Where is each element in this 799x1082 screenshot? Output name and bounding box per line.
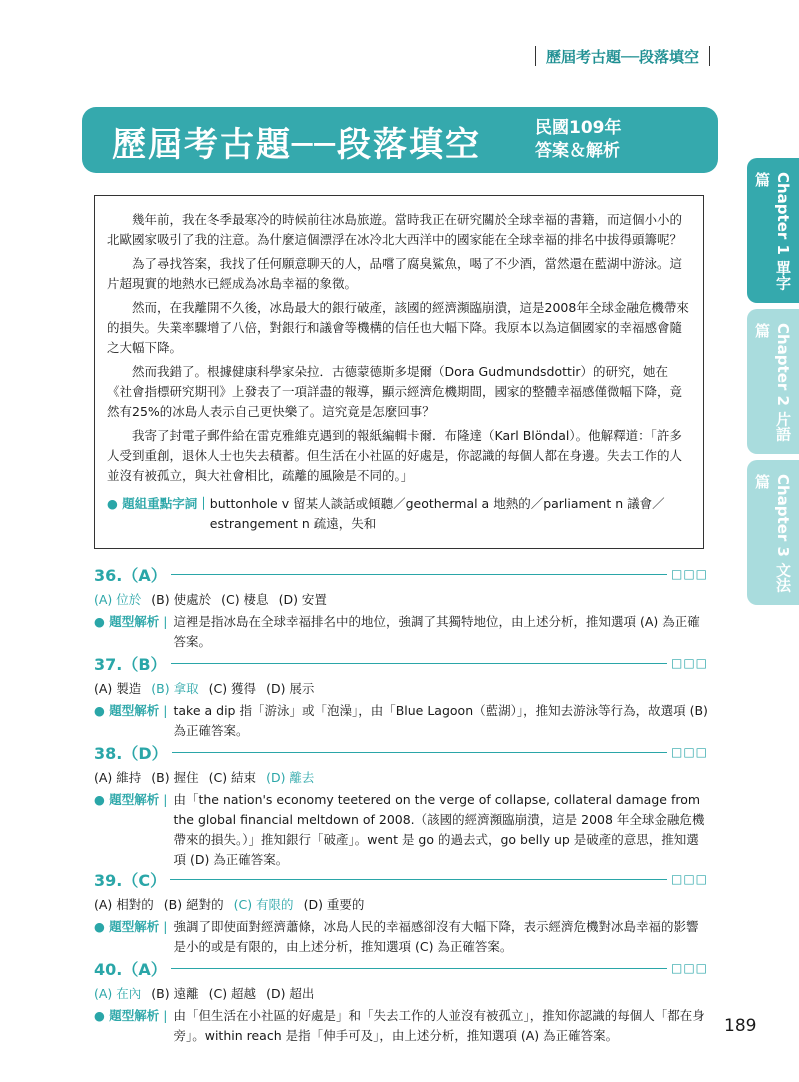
option-a: (A) 維持 (94, 770, 142, 785)
explanation-label: ● 題型解析 (94, 792, 160, 807)
explanation-text: 由「the nation's economy teetered on the verge of collapse, collateral damage from the global financial meltdown of 2008.（該國的經濟瀕臨崩潰，這是 2008 年全球金融危機帶來的損失。）」推知銀行「破產」。went 是 go 的過去式，go belly up 是破產的意思，推知選項 (D) 為正確答案。 (173, 792, 705, 867)
question-number: 37.（B） (94, 654, 167, 674)
running-head-left-bar (535, 46, 536, 66)
explanation-separator: | (163, 792, 168, 807)
question-number: 36.（A） (94, 565, 167, 585)
banner-title: 歷屆考古題──段落填空 (112, 125, 481, 165)
running-head-title: 歷屆考古題──段落填空 (546, 47, 700, 66)
question-36 (94, 562, 708, 652)
explanation-separator: | (163, 919, 168, 934)
option-b: (B) 拿取 (151, 681, 199, 696)
explanation-separator: | (163, 614, 168, 629)
tab-chapter-2[interactable] (747, 309, 799, 454)
tab-chapter-1[interactable] (747, 158, 799, 303)
option-b: (B) 握住 (151, 770, 199, 785)
options (94, 590, 708, 610)
option-a: (A) 相對的 (94, 897, 154, 912)
tab-chapter-2-label: Chapter 2 片語篇 (753, 323, 792, 442)
explanation-label: ● 題型解析 (94, 614, 160, 629)
option-a: (A) 位於 (94, 592, 142, 607)
page-number: 189 (724, 1016, 757, 1036)
vocab-label: ● 題組重點字詞｜ (107, 496, 210, 511)
question-number: 40.（A） (94, 959, 167, 979)
option-a: (A) 製造 (94, 681, 142, 696)
divider-line (171, 663, 667, 664)
passage-paragraph-2: 為了尋找答案，我找了任何願意聊天的人，品嚐了腐臭鯊魚，喝了不少酒，當然還在藍湖中游泳。這片超現實的地熱水已經成為冰島幸福的象徵。 (107, 256, 683, 291)
tab-chapter-3-label: Chapter 3 文法篇 (753, 474, 792, 593)
explanation-text: 這裡是指冰島在全球幸福排名中的地位，強調了其獨特地位，由上述分析，推知選項 (A) 為正確答案。 (173, 614, 700, 649)
option-d: (D) 超出 (266, 986, 315, 1001)
running-head-right-bar (709, 46, 710, 66)
passage-paragraph-4: 然而我錯了。根據健康科學家朵拉．古德蒙德斯多堤爾（Dora Gudmundsdottir）的研究，她在《社會指標研究期刊》上發表了一項詳盡的報導，顯示經濟危機期間，國家的整體幸福感僅微幅下降，竟然有25%的冰島人表示自己更快樂了。這究竟是怎麼回事？ (107, 364, 683, 419)
divider-line (170, 879, 667, 880)
options (94, 984, 708, 1004)
option-c: (C) 有限的 (233, 897, 294, 912)
option-c: (C) 獲得 (208, 681, 257, 696)
vocab-list (107, 494, 691, 534)
divider-line (171, 968, 667, 969)
question-number: 38.（D） (94, 743, 168, 763)
explanation-separator: | (163, 703, 168, 718)
question-38 (94, 740, 708, 870)
question-number: 39.（C） (94, 870, 167, 890)
option-c: (C) 結束 (208, 770, 257, 785)
running-head (525, 44, 720, 68)
option-c: (C) 超越 (208, 986, 257, 1001)
tab-chapter-3[interactable] (747, 460, 799, 605)
option-b: (B) 遠離 (151, 986, 199, 1001)
option-d: (D) 展示 (266, 681, 315, 696)
check-boxes[interactable]: □□□ (670, 656, 708, 670)
option-a: (A) 在內 (94, 986, 142, 1001)
banner-answer-label: 答案＆解析 (535, 141, 620, 161)
explanation-separator: | (163, 1008, 168, 1023)
options (94, 768, 708, 788)
question-39 (94, 867, 708, 957)
option-d: (D) 離去 (266, 770, 315, 785)
explanation-text: take a dip 指「游泳」或「泡澡」，由「Blue Lagoon（藍湖）」，推知去游泳等行為，故選項 (B) 為正確答案。 (173, 703, 708, 738)
banner-year: 民國109年 (535, 118, 622, 138)
explanation (94, 790, 708, 870)
check-boxes[interactable]: □□□ (670, 745, 708, 759)
option-d: (D) 重要的 (303, 897, 365, 912)
passage-paragraph-1: 幾年前，我在冬季最寒冷的時候前往冰島旅遊。當時我正在研究關於全球幸福的書籍，而這個小小的北歐國家吸引了我的注意。為什麼這個漂浮在冰冷北大西洋中的國家能在全球幸福的排名中拔得頭籌呢？ (107, 212, 683, 247)
passage-paragraph-5: 我寄了封電子郵件給在雷克雅維克遇到的報紙編輯卡爾．布隆達（Karl Blöndal）。他解釋道：「許多人受到重創，退休人士也失去積蓄。但生活在小社區的好處是，你認識的每個人都在身邊。失去工作的人並沒有被孤立，與大社會相比，疏離的風險是不同的。」 (107, 428, 683, 483)
banner-subtitle (535, 117, 622, 163)
option-b: (B) 絕對的 (163, 897, 224, 912)
check-boxes[interactable]: □□□ (670, 961, 708, 975)
vocab-text: buttonhole v 留某人談話或傾聽／geothermal a 地熱的／parliament n 議會／estrangement n 疏遠，失和 (209, 496, 665, 531)
check-boxes[interactable]: □□□ (670, 567, 708, 581)
question-37 (94, 651, 708, 741)
explanation-text: 強調了即使面對經濟蕭條，冰島人民的幸福感卻沒有大幅下降，表示經濟危機對冰島幸福的影響是小的或是有限的，由上述分析，推知選項 (C) 為正確答案。 (173, 919, 699, 954)
explanation-label: ● 題型解析 (94, 703, 160, 718)
option-b: (B) 使處於 (151, 592, 212, 607)
passage-paragraph-3: 然而，在我離開不久後，冰島最大的銀行破產，該國的經濟瀕臨崩潰，這是2008年全球金融危機帶來的損失。失業率驟增了八倍，對銀行和議會等機構的信任也大幅下降。我原本以為這個國家的幸福感會隨之大幅下降。 (107, 300, 689, 355)
passage-box (94, 195, 704, 549)
option-d: (D) 安置 (278, 592, 327, 607)
explanation (94, 1006, 708, 1046)
explanation (94, 917, 708, 957)
explanation-label: ● 題型解析 (94, 919, 160, 934)
options (94, 679, 708, 699)
explanation-label: ● 題型解析 (94, 1008, 160, 1023)
section-banner (82, 107, 718, 173)
explanation (94, 612, 708, 652)
divider-line (171, 574, 667, 575)
explanation-text: 由「但生活在小社區的好處是」和「失去工作的人並沒有被孤立」，推知你認識的每個人「都在身旁」。within reach 是指「伸手可及」，由上述分析，推知選項 (A) 為正確答案。 (173, 1008, 705, 1043)
question-40 (94, 956, 708, 1046)
option-c: (C) 棲息 (221, 592, 269, 607)
check-boxes[interactable]: □□□ (670, 872, 708, 886)
explanation (94, 701, 708, 741)
options (94, 895, 708, 915)
divider-line (172, 752, 667, 753)
tab-chapter-1-label: Chapter 1 單字篇 (753, 172, 792, 291)
